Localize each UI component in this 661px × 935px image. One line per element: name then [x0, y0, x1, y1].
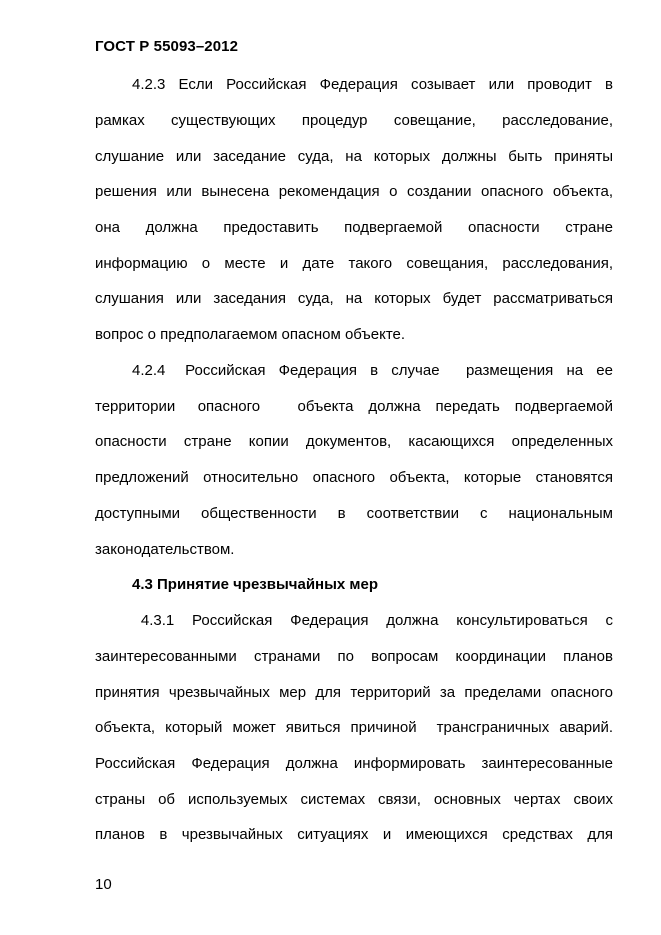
paragraph-line: 4.2.3 Если Российская Федерация созывает или проводит в — [132, 76, 613, 93]
paragraph-line: 4.2.4 Российская Федерация в случае размещения на ее — [132, 362, 613, 379]
paragraph-line: страны об используемых системах связи, основных чертах своих — [95, 791, 613, 808]
paragraph-line: слушания или заседания суда, на которых будет рассматриваться — [95, 290, 613, 307]
paragraph-line: объекта, который может явиться причиной трансграничных аварий. — [95, 719, 613, 736]
paragraph-line: она должна предоставить подвергаемой опасности стране — [95, 219, 613, 236]
paragraph-line: решения или вынесена рекомендация о создании опасного объекта, — [95, 183, 613, 200]
paragraph-line: доступными общественности в соответствии с национальным — [95, 505, 613, 522]
paragraph-line: вопрос о предполагаемом опасном объекте. — [95, 326, 406, 343]
paragraph-line: Российская Федерация должна информировать заинтересованные — [95, 755, 613, 772]
paragraph-line: законодательством. — [95, 541, 235, 558]
paragraph-line: предложений относительно опасного объекта, которые становятся — [95, 469, 613, 486]
paragraph-line: принятия чрезвычайных мер для территорий за пределами опасного — [95, 684, 613, 701]
paragraph-line: планов в чрезвычайных ситуациях и имеющихся средствах для — [95, 826, 613, 843]
paragraph-line: рамках существующих процедур совещание, расследование, — [95, 112, 613, 129]
paragraph-line: опасности стране копии документов, касающихся определенных — [95, 433, 613, 450]
section-heading: 4.3 Принятие чрезвычайных мер — [132, 576, 379, 593]
paragraph-line: территории опасного объекта должна передать подвергаемой — [95, 398, 613, 415]
paragraph-line: информацию о месте и дате такого совещания, расследования, — [95, 255, 613, 272]
paragraph-line: слушание или заседание суда, на которых должны быть приняты — [95, 148, 613, 165]
paragraph-line: заинтересованными странами по вопросам координации планов — [95, 648, 613, 665]
page-number: 10 — [95, 876, 112, 893]
document-header: ГОСТ Р 55093–2012 — [95, 38, 239, 55]
paragraph-line: 4.3.1 Российская Федерация должна консультироваться с — [132, 612, 613, 629]
